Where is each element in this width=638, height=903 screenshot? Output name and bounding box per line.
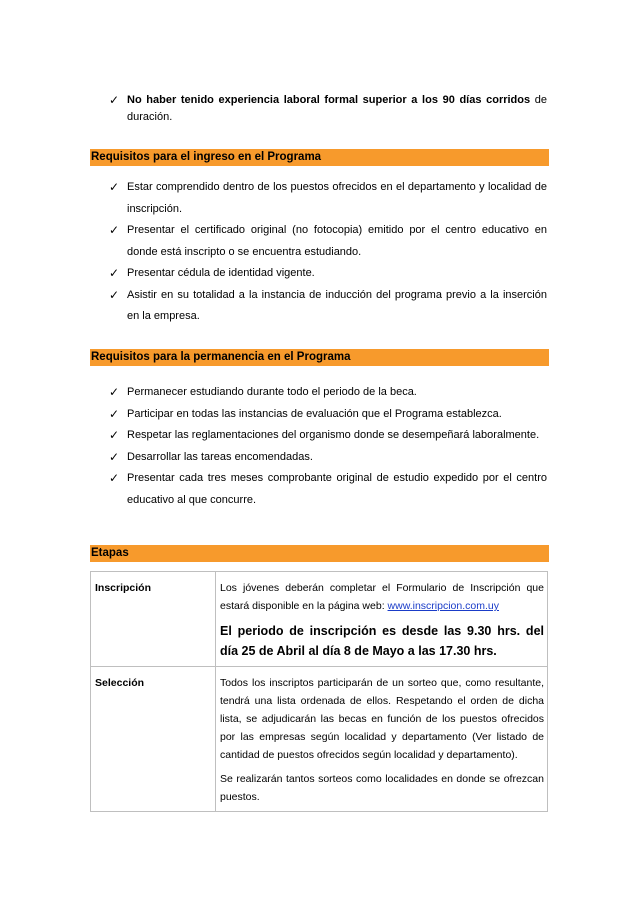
item-text: Estar comprendido dentro de los puestos ofrecidos en el departamento y localidad de inscripción. <box>127 181 547 215</box>
check-icon: ✓ <box>109 406 120 421</box>
seleccion-text-2: Se realizarán tantos sorteos como localidades en donde se ofrezcan puestos. <box>220 773 544 803</box>
list-item <box>90 92 547 126</box>
item-text: Permanecer estudiando durante todo el periodo de la beca. <box>127 386 417 398</box>
check-icon: ✓ <box>109 385 120 399</box>
list-item <box>90 285 547 328</box>
item-text: Desarrollar las tareas encomendadas. <box>127 450 313 463</box>
list-item <box>90 220 547 263</box>
list-item <box>90 468 547 511</box>
list-item <box>90 263 547 285</box>
check-icon: ✓ <box>109 180 120 194</box>
section-header-permanencia: Requisitos para la permanencia en el Programa <box>90 349 549 366</box>
stage-name-cell: Inscripción <box>91 572 216 667</box>
inscripcion-link[interactable]: www.inscripcion.com.uy <box>387 600 499 612</box>
permanencia-requirements <box>90 382 547 511</box>
check-icon: ✓ <box>109 471 120 485</box>
table-row <box>91 572 548 667</box>
inscripcion-period-text: El periodo de inscripción es desde las 9.30 hrs. del día 25 de Abril al día 8 de Mayo a las 17.30 hrs. <box>220 624 544 658</box>
check-icon: ✓ <box>109 287 120 302</box>
check-icon: ✓ <box>109 428 120 442</box>
intro-rest-text: de duración. <box>127 94 547 123</box>
item-text: Respetar las reglamentaciones del organismo donde se desempeñará laboralmente. <box>127 429 540 441</box>
item-text: Asistir en su totalidad a la instancia de inducción del programa previo a la inserción en la empresa. <box>127 288 547 322</box>
item-text: Presentar cada tres meses comprobante original de estudio expedido por el centro educativo al que concurre. <box>127 472 547 506</box>
item-text: Participar en todas las instancias de evaluación que el Programa establezca. <box>127 407 502 420</box>
section-header-ingreso: Requisitos para el ingreso en el Programa <box>90 149 549 166</box>
stage-description-cell <box>216 572 548 667</box>
check-icon: ✓ <box>109 266 120 280</box>
section-header-etapas: Etapas <box>90 545 549 562</box>
list-item <box>90 404 547 426</box>
ingreso-requirements <box>90 177 547 328</box>
stage-description-cell <box>216 667 548 812</box>
item-text: Presentar cédula de identidad vigente. <box>127 267 315 279</box>
seleccion-text: Todos los inscriptos participarán de un sorteo que, como resultante, tendrá una lista ordenada de ellos. Respetando el orden de dicha lista, se adjudicarán las becas en función de los puestos ofrecidos por las empresas según localidad y departamento (Ver listado de cantidad de puestos ofrecidos según localidad y departamento). <box>220 677 544 761</box>
list-item <box>90 382 547 404</box>
check-icon: ✓ <box>109 223 120 237</box>
list-item <box>90 425 547 447</box>
table-row <box>91 667 548 812</box>
check-icon: ✓ <box>109 449 120 464</box>
etapas-table <box>90 571 548 812</box>
list-item <box>90 447 547 469</box>
item-text: Presentar el certificado original (no fotocopia) emitido por el centro educativo en donde está inscripto o se encuentra estudiando. <box>127 224 547 258</box>
stage-name-cell: Selección <box>91 667 216 812</box>
intro-bold-text: No haber tenido experiencia laboral formal superior a los 90 días corridos <box>127 94 531 106</box>
list-item <box>90 177 547 220</box>
check-icon: ✓ <box>109 93 120 107</box>
intro-requirement <box>90 92 547 126</box>
inscripcion-text: Los jóvenes deberán completar el Formulario de Inscripción que estará disponible en la página web: <box>220 582 544 612</box>
